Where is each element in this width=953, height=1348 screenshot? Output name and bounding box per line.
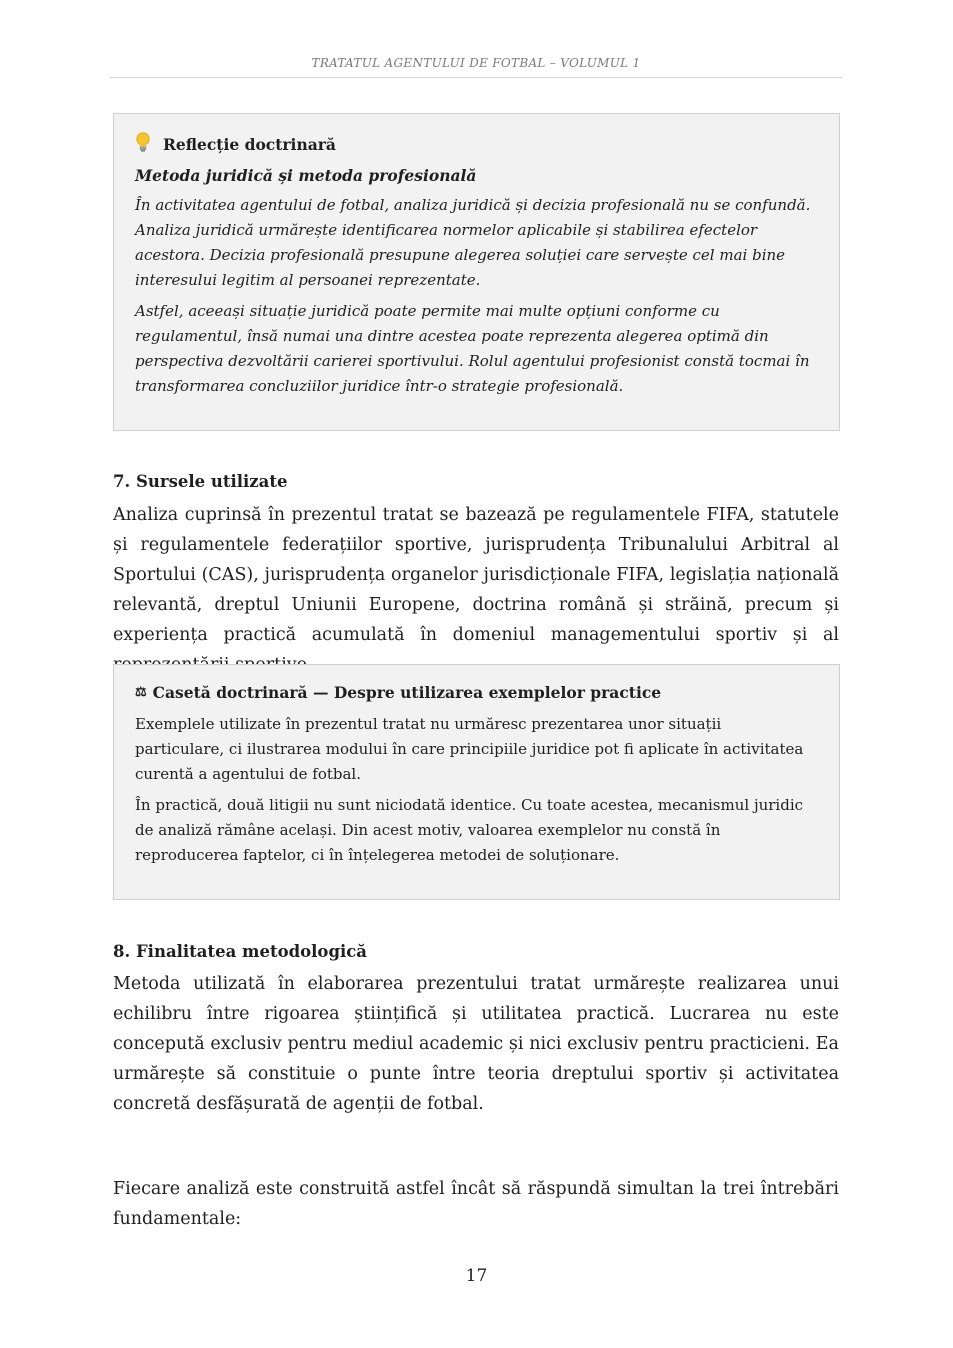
section-heading: 8. Finalitatea metodologică — [113, 942, 367, 961]
running-header: TRATATUL AGENTULUI DE FOTBAL – VOLUMUL 1 — [311, 56, 641, 70]
doctrinal-reflection-box — [113, 113, 840, 431]
body-paragraph: Fiecare analiză este construită astfel încât să răspundă simultan la trei întrebări fundamentale: — [113, 1179, 839, 1229]
box-title-text: Casetă doctrinară — Despre utilizarea exemplelor practice — [152, 683, 662, 702]
doctrinal-box — [113, 664, 840, 900]
box-paragraph: În activitatea agentului de fotbal, analiza juridică și decizia profesională nu se confundă. Analiza juridică urmărește identificarea normelor aplicabile și stabilirea efectelor acestora. Decizia profesională presupune alegerea soluției care servește cel mai bine interesului legitim al persoanei reprezentate. — [135, 196, 811, 289]
body-paragraph: Analiza cuprinsă în prezentul tratat se bazează pe regulamentele FIFA, statutele și regulamentele federațiilor sportive, jurisprudența Tribunalului Arbitral al Sportului (CAS), jurisprudența organelor jurisdicționale FIFA, legislația națională relevantă, dreptul Uniunii Europene, doctrina română și străină, precum și experiența practică acumulată în domeniul managementului sportiv și al — [113, 505, 839, 645]
header-divider — [110, 77, 842, 78]
box-title-text: Reflecție doctrinară — [163, 134, 336, 154]
section-heading: 7. Sursele utilizate — [113, 472, 288, 491]
box-title — [135, 132, 815, 156]
box-title — [135, 683, 815, 702]
page-number: 17 — [465, 1266, 488, 1286]
box-paragraph: În practică, două litigii nu sunt niciodată identice. Cu toate acestea, mecanismul juridic de analiză rămâne același. Din acest motiv, valoarea exemplelor nu constă în reproducerea faptelor, ci în înțelegerea metodei de soluționare. — [135, 796, 804, 864]
box-paragraph: Exemplele utilizate în prezentul tratat nu urmăresc prezentarea unor situații particulare, ci ilustrarea modului în care principiile juridice pot fi aplicate în activitatea curentă a agentului de fotbal. — [135, 715, 804, 783]
box-paragraph: Astfel, aceeași situație juridică poate permite mai multe opțiuni conforme cu regulamentul, însă numai una dintre acestea poate reprezenta alegerea optimă din perspectiva dezvoltării carierei sportivului. Rolul agentului profesionist constă tocmai în transformarea concluziilor juridice într-o strategie profesională. — [135, 302, 810, 395]
scales-icon: ⚖ — [135, 685, 147, 700]
box-subtitle: Metoda juridică și metoda profesională — [135, 166, 477, 185]
lightbulb-icon — [135, 132, 157, 156]
body-paragraph: Metoda utilizată în elaborarea prezentului tratat urmărește realizarea unui echilibru între rigoarea științifică și utilitatea practică. Lucrarea nu este concepută exclusiv pentru mediul academic și nici exclusiv pentru practicieni. Ea urmărește să constituie o punte între teoria dreptului sportiv și activitatea concretă desfășurată de agenții de fotbal. — [113, 974, 839, 1114]
